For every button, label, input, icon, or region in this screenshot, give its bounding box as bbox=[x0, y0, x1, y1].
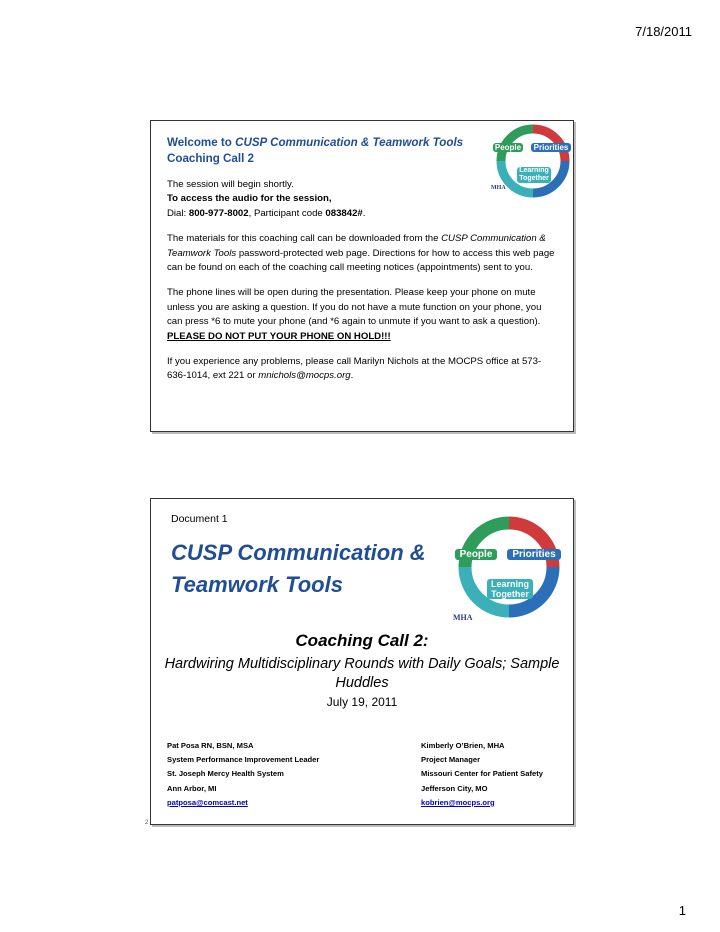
dial-phone-number: 800-977-8002 bbox=[188, 207, 249, 219]
presenter-city: Ann Arbor, MI bbox=[167, 783, 217, 793]
slide-welcome bbox=[150, 120, 574, 432]
coaching-call-subtitle: Hardwiring Multidisciplinary Rounds with Daily Goals; Sample Huddles bbox=[164, 656, 560, 691]
presenter-name: Pat Posa RN, BSN, MSA bbox=[167, 741, 254, 750]
logo-org-large: MHA bbox=[453, 613, 473, 622]
coaching-call-date: July 19, 2011 bbox=[326, 695, 398, 709]
logo-together-large: Together bbox=[491, 589, 529, 599]
logo-learning: Learning bbox=[519, 167, 549, 174]
people-priorities-logo-large bbox=[453, 513, 565, 625]
presenter-role: System Performance Improvement Leader bbox=[167, 755, 320, 765]
logo-learning-large: Learning bbox=[490, 579, 529, 589]
materials-text-b: password-protected web page. Directions for how to access this web page can be found on each of the coaching call meeting notices (appointments) sent to you. bbox=[167, 247, 555, 274]
presenter-contact-right bbox=[421, 739, 543, 810]
welcome-title-line2: Coaching Call 2 bbox=[167, 152, 254, 165]
materials-text-italic: CUSP Communication & Teamwork Tools bbox=[167, 233, 546, 259]
presenter-city: Jefferson City, MO bbox=[421, 783, 488, 793]
presenter-org: St. Joseph Mercy Health System bbox=[167, 769, 284, 779]
phone-lines-paragraph bbox=[167, 286, 559, 344]
header-date: 7/18/2011 bbox=[635, 24, 692, 39]
welcome-title-prefix: Welcome to bbox=[167, 136, 236, 149]
slide-number: 2 bbox=[145, 820, 149, 826]
presenter-org: Missouri Center for Patient Safety bbox=[421, 769, 543, 779]
presentation-title: CUSP Communication & Teamwork Tools bbox=[171, 540, 426, 597]
presenter-contact-left bbox=[167, 739, 319, 810]
page-number: 1 bbox=[678, 903, 686, 918]
welcome-title-italic: CUSP Communication & Teamwork Tools bbox=[235, 136, 464, 149]
document-label: Document 1 bbox=[171, 513, 228, 525]
logo-together: Together bbox=[519, 175, 549, 182]
participant-code: 083842# bbox=[325, 207, 363, 219]
session-start-text: The session will begin shortly. bbox=[167, 179, 294, 190]
problems-paragraph bbox=[167, 355, 559, 384]
coaching-call-heading: Coaching Call 2: bbox=[295, 631, 429, 650]
audio-access-label: To access the audio for the session, bbox=[167, 193, 332, 205]
presenter-email-link[interactable]: kobrien@mocps.org bbox=[421, 797, 495, 807]
logo-org: MHA bbox=[491, 185, 506, 191]
phone-lines-text: The phone lines will be open during the presentation. Please keep your phone on mute unless you are asking a question. If you do not have a mute function on your phone, you can press *6 to mute your phone (and *6 again to unmute if you want to ask a question). bbox=[167, 287, 542, 328]
presenter-name: Kimberly O’Brien, MHA bbox=[421, 741, 505, 750]
logo-learning-together-label-large bbox=[487, 579, 533, 599]
contact-email: mnichols@mocps.org bbox=[258, 370, 351, 382]
presenter-email-link[interactable]: patposa@comcast.net bbox=[167, 797, 248, 807]
logo-people-label-large: People bbox=[455, 549, 497, 560]
period: . bbox=[362, 207, 366, 219]
logo-learning-together-label bbox=[517, 167, 551, 183]
slide-title bbox=[145, 498, 574, 826]
hold-warning: PLEASE DO NOT PUT YOUR PHONE ON HOLD!!! bbox=[167, 330, 391, 342]
logo-priorities-label: Priorities bbox=[531, 143, 571, 152]
materials-text-a: The materials for this coaching call can be downloaded from the bbox=[167, 233, 442, 245]
logo-people-label: People bbox=[494, 143, 522, 152]
logo-priorities-label-large: Priorities bbox=[507, 549, 561, 560]
dial-label: Dial: bbox=[167, 207, 189, 219]
materials-paragraph bbox=[167, 232, 559, 275]
problems-text: If you experience any problems, please call Marilyn Nichols at the MOCPS office at 573-636-1014, ext 221 or bbox=[167, 356, 542, 382]
people-priorities-logo bbox=[491, 123, 575, 201]
logo-ring-large-icon bbox=[453, 513, 565, 625]
presenter-role: Project Manager bbox=[421, 755, 481, 765]
participant-code-label: , Participant code bbox=[248, 207, 326, 219]
period: . bbox=[350, 370, 354, 382]
